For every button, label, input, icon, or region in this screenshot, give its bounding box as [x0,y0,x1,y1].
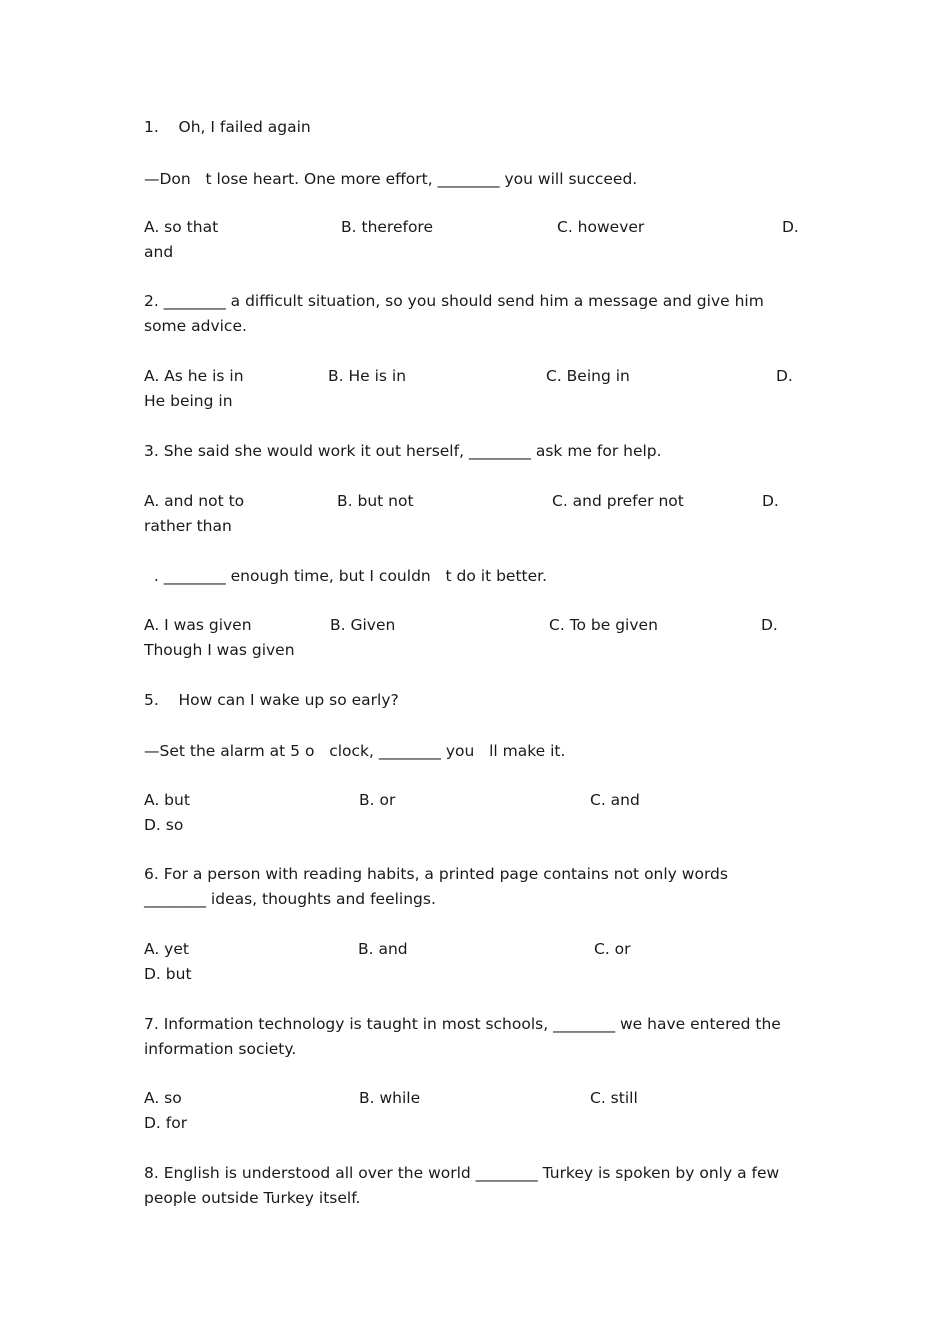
q4-option-d: D. [761,616,778,634]
q7-stem-line-2: information society. [144,1040,297,1058]
q6-option-d: D. but [144,965,192,983]
q4-option-d-text: Though I was given [144,641,295,659]
q8-stem-line-1: 8. English is understood all over the world ________ Turkey is spoken by only a few [144,1164,780,1182]
q7-option-a: A. so [144,1089,182,1107]
q5-stem-line-2: —Set the alarm at 5 o clock, ________ you ll make it. [144,742,566,760]
q7-option-d: D. for [144,1114,188,1132]
q3-option-a: A. and not to [144,492,245,510]
q3-stem-line-1: 3. She said she would work it out herself, ________ ask me for help. [144,442,662,460]
q6-option-b: B. and [358,940,408,958]
q1-option-a: A. so that [144,218,219,236]
q7-option-c: C. still [590,1089,638,1107]
q7-option-b: B. while [359,1089,421,1107]
q5-option-c: C. and [590,791,640,809]
q1-stem-line-1: 1. Oh, I failed again [144,118,311,136]
q1-stem-line-2: —Don t lose heart. One more effort, ________ you will succeed. [144,170,638,188]
q4-stem-line-1: . ________ enough time, but I couldn t do it better. [144,567,548,585]
q3-option-b: B. but not [337,492,414,510]
q6-stem-line-2: ________ ideas, thoughts and feelings. [144,890,436,908]
q2-option-d-text: He being in [144,392,233,410]
q4-option-b: B. Given [330,616,396,634]
q6-option-a: A. yet [144,940,189,958]
q3-option-c: C. and prefer not [552,492,684,510]
q2-option-a: A. As he is in [144,367,244,385]
q4-option-a: A. I was given [144,616,252,634]
q2-option-d: D. [776,367,793,385]
q5-option-b: B. or [359,791,396,809]
q3-option-d: D. [762,492,779,510]
q7-stem-line-1: 7. Information technology is taught in most schools, ________ we have entered the [144,1015,781,1033]
q5-option-a: A. but [144,791,190,809]
q2-stem-line-2: some advice. [144,317,247,335]
q6-option-c: C. or [594,940,631,958]
q1-option-d: D. [782,218,799,236]
q4-option-c: C. To be given [549,616,658,634]
q1-option-b: B. therefore [341,218,434,236]
q6-stem-line-1: 6. For a person with reading habits, a printed page contains not only words [144,865,728,883]
q8-stem-line-2: people outside Turkey itself. [144,1189,361,1207]
q2-stem-line-1: 2. ________ a difficult situation, so you should send him a message and give him [144,292,764,310]
q2-option-c: C. Being in [546,367,630,385]
q1-option-c: C. however [557,218,645,236]
q3-option-d-text: rather than [144,517,232,535]
q5-stem-line-1: 5. How can I wake up so early? [144,691,399,709]
q2-option-b: B. He is in [328,367,407,385]
q1-option-d-text: and [144,243,174,261]
q5-option-d: D. so [144,816,184,834]
